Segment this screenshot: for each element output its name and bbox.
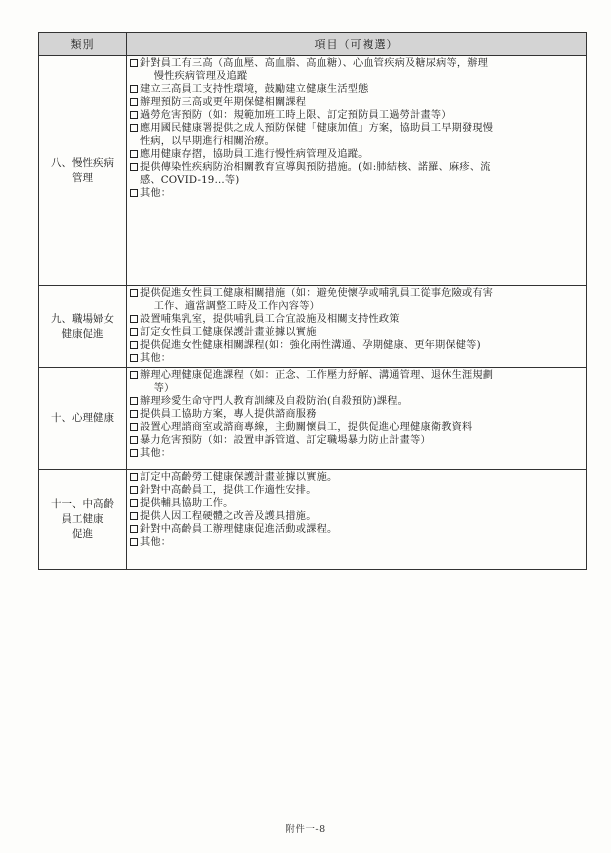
item-text: 訂定中高齡勞工健康保護計畫並據以實施。 [140,472,338,483]
list-item [130,536,583,549]
list-item [130,510,583,523]
checkbox[interactable] [130,189,138,197]
list-item [130,161,583,187]
item-text: 辦理珍愛生命守門人教育訓練及自殺防治(自殺預防)課程。 [140,396,409,407]
table-body [39,56,587,570]
checkbox[interactable] [130,397,138,405]
list-item [130,523,583,536]
list-item [130,122,583,148]
item-text: 訂定女性員工健康保護計畫並據以實施 [140,327,317,338]
item-text: 暴力危害預防（如：設置申訴管道、訂定職場暴力防止計畫等） [140,435,431,446]
table-row [39,286,587,368]
list-item [130,339,583,352]
checkbox[interactable] [130,410,138,418]
checkbox[interactable] [130,525,138,533]
item-text: 提供促進女性健康相關課程(如：強化兩性溝通、孕期健康、更年期保健等) [140,340,481,351]
table-row [39,56,587,286]
checkbox[interactable] [130,538,138,546]
checkbox[interactable] [130,423,138,431]
checkbox[interactable] [130,473,138,481]
checkbox[interactable] [130,289,138,297]
items-cell [127,470,587,570]
list-item [130,447,583,460]
checkbox[interactable] [130,354,138,362]
item-text: 提供促進女性員工健康相關措施（如：避免使懷孕或哺乳員工從事危險或有害 工作、適當調整工時及工作內容等） [140,288,494,312]
checkbox[interactable] [130,150,138,158]
checkbox[interactable] [130,436,138,444]
items-cell [127,286,587,368]
list-item [130,484,583,497]
list-item [130,96,583,109]
checkbox[interactable] [130,449,138,457]
list-item [130,57,583,83]
list-item [130,408,583,421]
list-item [130,109,583,122]
item-text: 提供輔具協助工作。 [140,498,234,509]
checkbox[interactable] [130,499,138,507]
header-items: 項目（可複選） [127,33,587,56]
item-text: 其他： [140,188,172,199]
item-text: 設置心理諮商室或諮商專線，主動關懷員工，提供促進心理健康衛教資料 [140,422,473,433]
list-item [130,421,583,434]
table-row [39,470,587,570]
item-text: 其他： [140,448,172,459]
item-text: 其他： [140,353,172,364]
item-text: 建立三高員工支持性環境，鼓勵建立健康生活型態 [140,84,369,95]
header-category: 類別 [39,33,127,56]
items-cell [127,368,587,470]
checkbox[interactable] [130,371,138,379]
checkbox[interactable] [130,315,138,323]
list-item [130,369,583,395]
list-item [130,187,583,200]
category-cell [39,470,127,570]
list-item [130,352,583,365]
list-item [130,287,583,313]
item-text: 應用健康存摺，協助員工進行慢性病管理及追蹤。 [140,149,369,160]
page-footer: 附件一-8 [285,824,326,835]
category-label: 十一、中高齡 員工健康 促進 [51,498,114,540]
table-row [39,368,587,470]
list-item [130,313,583,326]
checkbox[interactable] [130,341,138,349]
checkbox[interactable] [130,163,138,171]
category-cell [39,286,127,368]
list-item [130,471,583,484]
list-item [130,83,583,96]
list-item [130,326,583,339]
checkbox[interactable] [130,59,138,67]
category-label: 九、職場婦女 健康促進 [51,312,114,340]
checkbox[interactable] [130,512,138,520]
item-text: 應用國民健康署提供之成人預防保健「健康加值」方案，協助員工早期發現慢 性病，以早期進行相關治療。 [140,123,494,147]
table-header [39,33,587,56]
item-text: 設置哺集乳室，提供哺乳員工合宜設施及相關支持性政策 [140,314,400,325]
category-label: 十、心理健康 [51,412,114,424]
category-cell [39,56,127,286]
checkbox[interactable] [130,124,138,132]
item-text: 辦理預防三高或更年期保健相關課程 [140,97,307,108]
checkbox[interactable] [130,486,138,494]
checkbox[interactable] [130,98,138,106]
item-text: 提供人因工程硬體之改善及護具措施。 [140,511,317,522]
items-cell [127,56,587,286]
item-text: 提供傳染性疾病防治相關教育宣導與預防措施。(如:肺結核、諾羅、麻疹、流 感、COVID-19…等) [140,162,491,186]
item-text: 辦理心理健康促進課程（如：正念、工作壓力紓解、溝通管理、退休生涯規劃 等） [140,370,494,394]
item-text: 針對中高齡員工辦理健康促進活動或課程。 [140,524,338,535]
checkbox[interactable] [130,328,138,336]
item-text: 針對中高齡員工，提供工作適性安排。 [140,485,317,496]
list-item [130,395,583,408]
category-cell [39,368,127,470]
item-text: 提供員工協助方案，專人提供諮商服務 [140,409,317,420]
checkbox[interactable] [130,85,138,93]
category-label: 八、慢性疾病 管理 [51,156,114,184]
item-text: 其他： [140,537,172,548]
health-items-table [38,32,587,570]
list-item [130,497,583,510]
item-text: 針對員工有三高（高血壓、高血脂、高血糖）、心血管疾病及糖尿病等，辦理 慢性疾病管理及追蹤 [140,58,489,82]
item-text: 過勞危害預防（如：規範加班工時上限、訂定預防員工過勞計畫等） [140,110,452,121]
list-item [130,434,583,447]
list-item [130,148,583,161]
checkbox[interactable] [130,111,138,119]
